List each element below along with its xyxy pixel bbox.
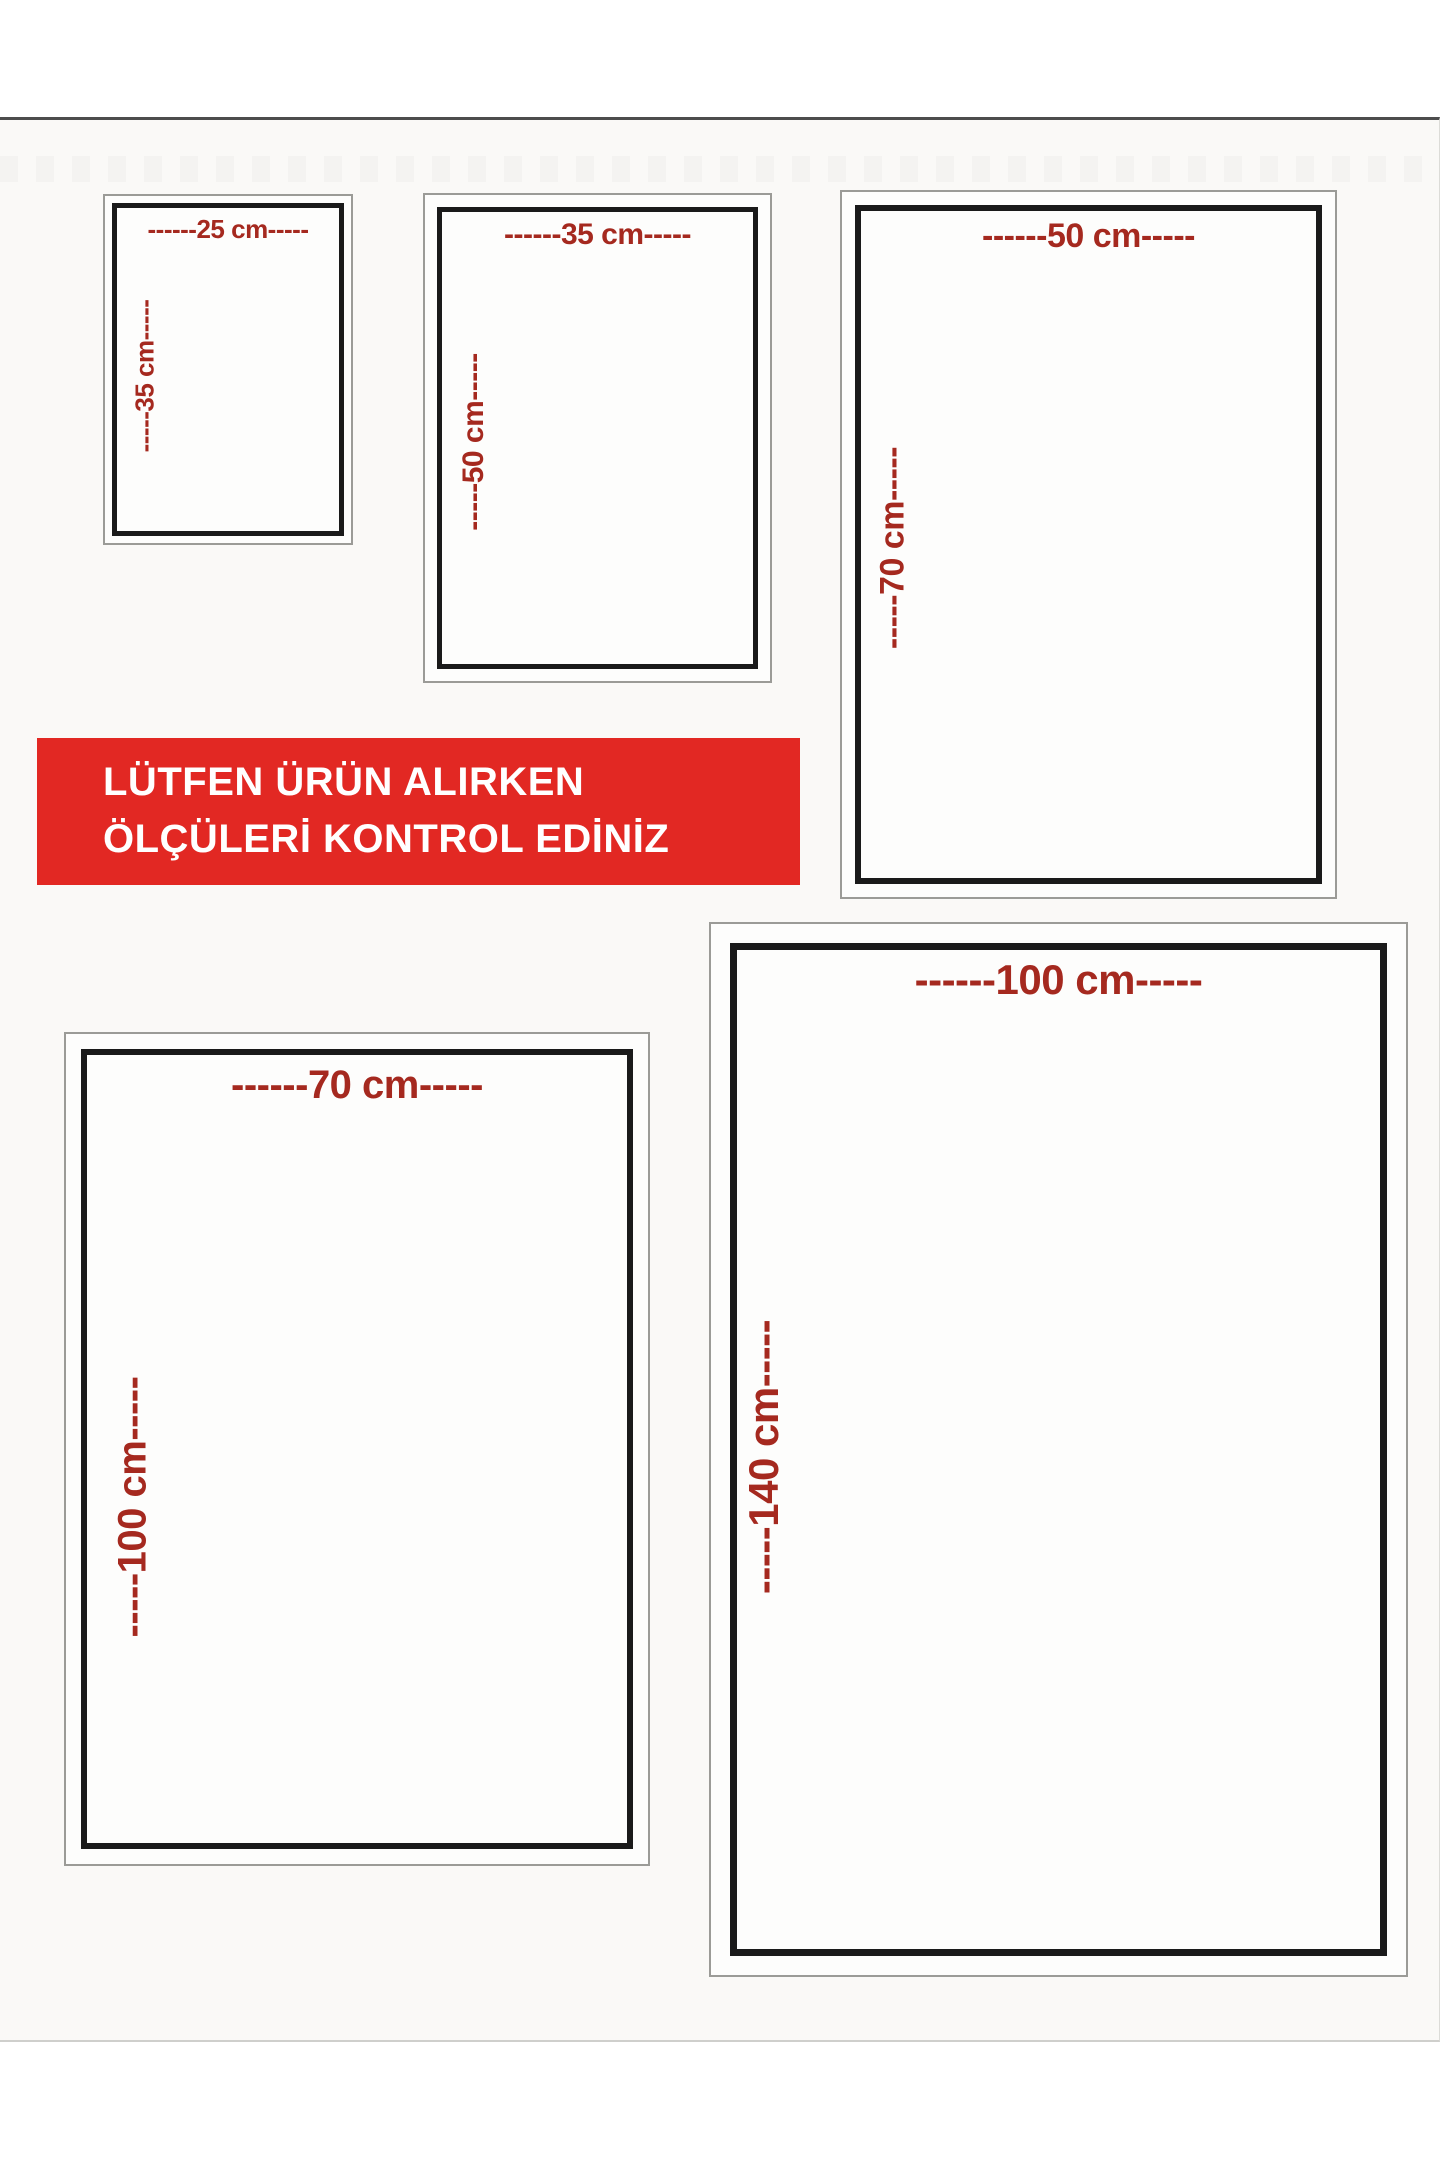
size-box-50x70-frame (855, 205, 1322, 884)
warning-banner-line2: ÖLÇÜLERİ KONTROL EDİNİZ (103, 817, 670, 861)
width-label: ------25 cm----- (147, 214, 309, 244)
warning-banner (37, 738, 800, 885)
width-label: ------50 cm----- (982, 217, 1195, 255)
size-box-100x140 (709, 922, 1408, 1977)
size-box-35x50 (423, 193, 772, 683)
height-label: -----100 cm----- (110, 1376, 155, 1638)
size-box-25x35 (103, 194, 353, 545)
paper-texture (0, 156, 1439, 182)
width-label: ------70 cm----- (231, 1063, 483, 1107)
size-box-50x70 (840, 190, 1337, 899)
height-label: -----35 cm----- (129, 299, 160, 453)
size-box-35x50-frame (437, 207, 758, 669)
size-box-70x100-frame (81, 1049, 633, 1849)
warning-banner-line1: LÜTFEN ÜRÜN ALIRKEN (103, 760, 585, 804)
height-label: -----140 cm----- (740, 1319, 787, 1595)
height-label: -----50 cm----- (457, 353, 490, 531)
size-box-70x100 (64, 1032, 650, 1866)
size-box-25x35-frame (112, 203, 344, 536)
height-label: -----70 cm----- (873, 446, 912, 650)
size-box-100x140-frame (730, 943, 1387, 1956)
width-label: ------100 cm----- (914, 956, 1203, 1003)
width-label: ------35 cm----- (504, 218, 691, 251)
